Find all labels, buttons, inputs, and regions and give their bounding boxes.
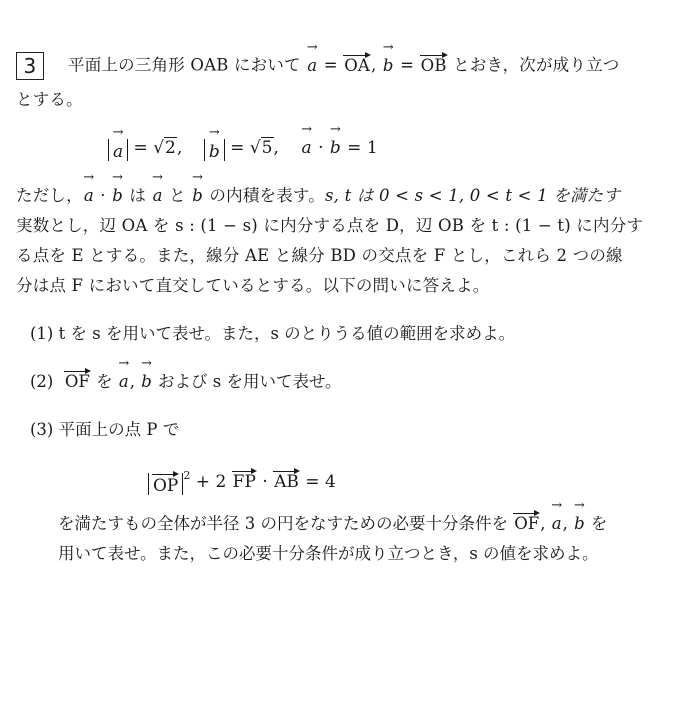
intro-text-1b: とおき，次が成り立つ: [453, 55, 620, 75]
problem-intro-line-2: とする。: [16, 90, 83, 109]
problem-text-line-5: る点を E とする。また，線分 AE と線分 BD の交点を F とし，これら 2 つの線: [16, 246, 623, 265]
question-2: (2) OF を → a, → b および s を用いて表せ。: [30, 370, 341, 394]
question-3-line-1: を満たすもの全体が半径 3 の円をなすための必要十分条件を OF, → a, → b を: [58, 512, 607, 536]
problem-intro-line-1: 3 平面上の三角形 OAB において → a = OA, → b = OB とおき，次が成り立つ: [16, 52, 619, 80]
intro-text-1a: 平面上の三角形 OAB において: [68, 55, 301, 75]
question-3-label: (3) 平面上の点 P で: [30, 420, 180, 439]
problem-number-box: 3: [16, 52, 44, 80]
question-3-line-2: 用いて表せ。また，この必要十分条件が成り立つとき，s の値を求めよ。: [58, 544, 599, 563]
problem-text-line-4: 実数とし，辺 OA を s : (1 − s) に内分する点を D，辺 OB を t : (1 − t) に内分す: [16, 216, 644, 235]
problem-text-line-6: 分は点 F において直交しているとする。以下の問いに答えよ。: [16, 276, 490, 295]
given-conditions: → a = √2, → b = √5, → a · → b = 1: [108, 136, 378, 161]
question-3-equation: $OP^2 + 2$ FP · AB = 4: [148, 464, 336, 495]
question-1: (1) t を s を用いて表せ。また，s のとりうる値の範囲を求めよ。: [30, 324, 516, 343]
problem-text-line-3: ただし，→ a · → b は → a と → b の内積を表す。s, t は 0 < s < 1, 0 < t < 1 を満たす: [16, 184, 620, 208]
